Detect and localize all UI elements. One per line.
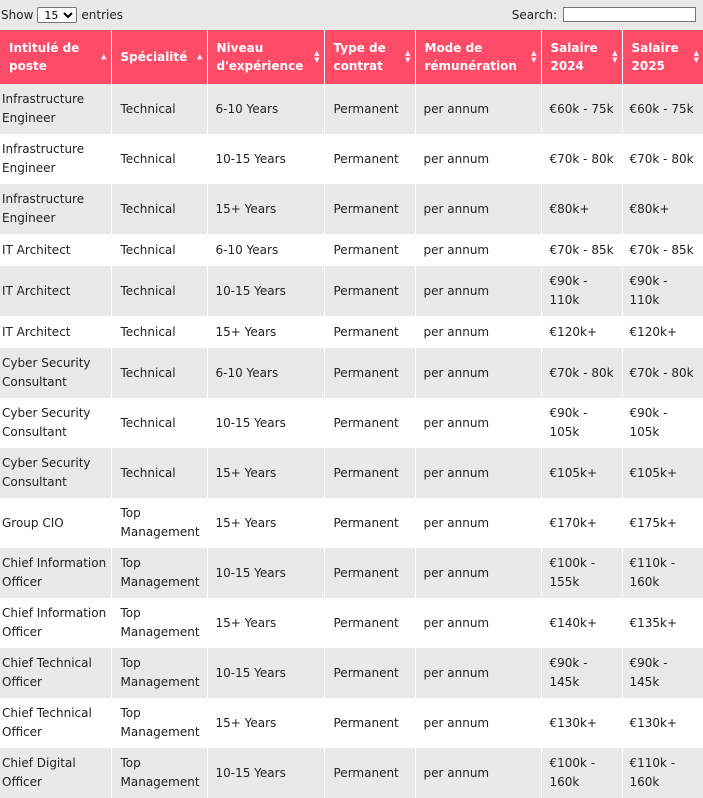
cell-salary-2024: €80k+: [541, 184, 622, 234]
cell-salary-2025: €70k - 85k: [629, 242, 694, 257]
cell-salary-2024: €90k - 105k: [541, 398, 622, 448]
header-label-line1: Mode de: [424, 41, 483, 55]
cell-salary-2025: €135k+: [629, 615, 678, 630]
cell-pay-mode: per annum: [415, 184, 541, 234]
col-salary-2025-header[interactable]: [622, 30, 703, 84]
cell-salary-2025: €110k - 160k: [629, 756, 676, 789]
table-controls: [0, 0, 703, 30]
cell-experience: 10-15 Years: [207, 548, 324, 598]
table-row: [0, 448, 703, 498]
cell-experience: 6-10 Years: [207, 234, 324, 266]
cell-contract-type: Permanent: [324, 84, 415, 134]
cell-salary-2025: €90k - 145k: [629, 656, 668, 689]
cell-contract-type: Permanent: [324, 648, 415, 698]
cell-contract-type: Permanent: [324, 548, 415, 598]
cell-specialty: Technical: [111, 234, 207, 266]
cell-specialty: Top Management: [111, 698, 207, 748]
cell-contract-type: Permanent: [324, 134, 415, 184]
cell-pay-mode: per annum: [415, 398, 541, 448]
table-row: [0, 548, 703, 598]
header-row: [0, 30, 703, 84]
cell-salary-2025: €105k+: [629, 465, 678, 480]
cell-salary-2024: €170k+: [541, 498, 622, 548]
cell-job-title: IT Architect: [0, 266, 111, 316]
cell-experience: 10-15 Years: [207, 648, 324, 698]
cell-specialty: Top Management: [111, 598, 207, 648]
cell-salary-2025: €90k - 105k: [629, 406, 668, 439]
cell-salary-2024: €140k+: [541, 598, 622, 648]
table-row: [0, 398, 703, 448]
header-label-line1: Intitulé de: [9, 41, 80, 55]
col-job-title-header[interactable]: [0, 30, 111, 84]
cell-experience: 6-10 Years: [207, 348, 324, 398]
cell-job-title: Chief Technical Officer: [0, 698, 111, 748]
search-input[interactable]: [563, 7, 696, 22]
col-experience-header[interactable]: [207, 30, 324, 84]
cell-specialty: Top Management: [111, 498, 207, 548]
col-specialty-header[interactable]: [111, 30, 207, 84]
cell-contract-type: Permanent: [324, 448, 415, 498]
table-row: [0, 348, 703, 398]
cell-specialty: Technical: [111, 266, 207, 316]
cell-contract-type: Permanent: [324, 698, 415, 748]
cell-salary-2025: €80k+: [629, 201, 670, 216]
table-row: [0, 598, 703, 648]
cell-salary-2025: €175k+: [629, 515, 678, 530]
cell-salary-2024: €100k - 160k: [541, 748, 622, 798]
entries-select[interactable]: [37, 7, 77, 23]
table-body: [0, 84, 703, 798]
cell-job-title: Infrastructure Engineer: [0, 84, 111, 134]
cell-specialty: Technical: [111, 348, 207, 398]
table-row: [0, 698, 703, 748]
cell-job-title: Infrastructure Engineer: [0, 184, 111, 234]
col-salary-2024-header[interactable]: [541, 30, 622, 84]
cell-salary-2024: €90k - 110k: [541, 266, 622, 316]
cell-salary-2025: €120k+: [629, 324, 678, 339]
table-row: [0, 266, 703, 316]
cell-salary-2024: €90k - 145k: [541, 648, 622, 698]
cell-contract-type: Permanent: [324, 748, 415, 798]
cell-specialty: Technical: [111, 84, 207, 134]
table-row: [0, 316, 703, 348]
cell-experience: 10-15 Years: [207, 748, 324, 798]
cell-contract-type: Permanent: [324, 316, 415, 348]
cell-specialty: Technical: [111, 184, 207, 234]
cell-experience: 6-10 Years: [207, 84, 324, 134]
header-label-line2: 2025: [631, 59, 665, 73]
cell-pay-mode: per annum: [415, 698, 541, 748]
col-pay-mode-header[interactable]: [415, 30, 541, 84]
table-row: [0, 234, 703, 266]
cell-contract-type: Permanent: [324, 266, 415, 316]
header-label-line2: contrat: [333, 59, 383, 73]
cell-experience: 15+ Years: [207, 498, 324, 548]
header-label-line1: Spécialité: [120, 50, 188, 64]
table-row: [0, 748, 703, 798]
cell-pay-mode: per annum: [415, 348, 541, 398]
sort-both-icon: ▲ ▼: [612, 49, 618, 64]
cell-salary-2024: €70k - 80k: [541, 348, 622, 398]
cell-pay-mode: per annum: [415, 134, 541, 184]
cell-pay-mode: per annum: [415, 748, 541, 798]
cell-job-title: IT Architect: [0, 316, 111, 348]
cell-contract-type: Permanent: [324, 184, 415, 234]
cell-pay-mode: per annum: [415, 498, 541, 548]
cell-pay-mode: per annum: [415, 598, 541, 648]
cell-salary-2024: €130k+: [541, 698, 622, 748]
cell-contract-type: Permanent: [324, 598, 415, 648]
cell-salary-2025: €60k - 75k: [629, 101, 694, 116]
sort-both-icon: ▲ ▼: [531, 49, 537, 64]
cell-salary-2024: €70k - 80k: [541, 134, 622, 184]
cell-job-title: Infrastructure Engineer: [0, 134, 111, 184]
cell-job-title: Group CIO: [0, 498, 111, 548]
header-label-line1: Salaire: [550, 41, 598, 55]
cell-contract-type: Permanent: [324, 348, 415, 398]
header-label-line2: rémunération: [424, 59, 517, 73]
cell-salary-2024: €60k - 75k: [541, 84, 622, 134]
table-row: [0, 648, 703, 698]
cell-salary-2025: €90k - 110k: [629, 274, 668, 307]
cell-specialty: Technical: [111, 134, 207, 184]
cell-job-title: Chief Information Officer: [0, 548, 111, 598]
cell-job-title: Chief Information Officer: [0, 598, 111, 648]
cell-experience: 15+ Years: [207, 598, 324, 648]
cell-salary-2025: €70k - 80k: [629, 365, 694, 380]
table-row: [0, 84, 703, 134]
cell-contract-type: Permanent: [324, 398, 415, 448]
cell-experience: 10-15 Years: [207, 134, 324, 184]
cell-salary-2025: €130k+: [629, 715, 678, 730]
table-row: [0, 498, 703, 548]
cell-job-title: Cyber Security Consultant: [0, 398, 111, 448]
cell-pay-mode: per annum: [415, 266, 541, 316]
sort-asc-icon: ▲: [101, 52, 107, 61]
cell-experience: 10-15 Years: [207, 266, 324, 316]
show-label: Show: [1, 8, 34, 22]
cell-salary-2024: €120k+: [541, 316, 622, 348]
header-label-line2: d'expérience: [216, 59, 304, 73]
header-label-line1: Salaire: [631, 41, 679, 55]
cell-job-title: Chief Technical Officer: [0, 648, 111, 698]
cell-salary-2024: €100k - 155k: [541, 548, 622, 598]
cell-job-title: Cyber Security Consultant: [0, 348, 111, 398]
cell-experience: 15+ Years: [207, 184, 324, 234]
cell-contract-type: Permanent: [324, 498, 415, 548]
cell-specialty: Top Management: [111, 748, 207, 798]
cell-specialty: Technical: [111, 398, 207, 448]
cell-job-title: IT Architect: [0, 234, 111, 266]
cell-experience: 15+ Years: [207, 448, 324, 498]
cell-pay-mode: per annum: [415, 448, 541, 498]
cell-experience: 15+ Years: [207, 698, 324, 748]
entries-label: entries: [81, 8, 123, 22]
sort-asc-icon: ▲: [197, 52, 203, 61]
cell-experience: 15+ Years: [207, 316, 324, 348]
header-label-line2: 2024: [550, 59, 584, 73]
cell-salary-2025: €110k - 160k: [629, 556, 676, 589]
cell-pay-mode: per annum: [415, 234, 541, 266]
sort-both-icon: ▲ ▼: [693, 49, 699, 64]
cell-salary-2025: €70k - 80k: [629, 151, 694, 166]
col-contract-type-header[interactable]: [324, 30, 415, 84]
cell-job-title: Chief Digital Officer: [0, 748, 111, 798]
header-label-line1: Niveau: [216, 41, 264, 55]
cell-pay-mode: per annum: [415, 316, 541, 348]
cell-job-title: Cyber Security Consultant: [0, 448, 111, 498]
header-label-line1: Type de: [333, 41, 386, 55]
cell-specialty: Technical: [111, 316, 207, 348]
table-header: [0, 30, 703, 84]
cell-experience: 10-15 Years: [207, 398, 324, 448]
cell-specialty: Technical: [111, 448, 207, 498]
search-label: Search:: [511, 7, 557, 22]
header-label-line2: poste: [9, 59, 47, 73]
salary-table: [0, 30, 703, 798]
cell-pay-mode: per annum: [415, 84, 541, 134]
entries-length-control: [1, 7, 123, 23]
cell-contract-type: Permanent: [324, 234, 415, 266]
cell-salary-2024: €70k - 85k: [541, 234, 622, 266]
cell-pay-mode: per annum: [415, 648, 541, 698]
cell-pay-mode: per annum: [415, 548, 541, 598]
cell-salary-2024: €105k+: [541, 448, 622, 498]
table-row: [0, 134, 703, 184]
sort-both-icon: ▲ ▼: [314, 49, 320, 64]
search-control: [512, 7, 696, 22]
sort-both-icon: ▲ ▼: [405, 49, 411, 64]
cell-specialty: Top Management: [111, 648, 207, 698]
table-row: [0, 184, 703, 234]
cell-specialty: Top Management: [111, 548, 207, 598]
